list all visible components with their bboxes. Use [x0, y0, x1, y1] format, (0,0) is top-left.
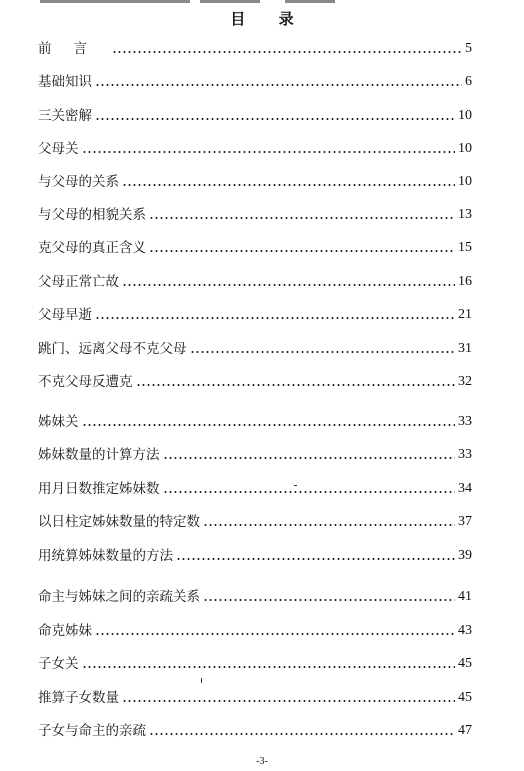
toc-entry-title: 基础知识 — [38, 74, 92, 90]
toc-entry-page: 34 — [458, 481, 472, 496]
toc-entry-title: 前言 — [38, 41, 109, 57]
toc-entry-page: 37 — [458, 514, 472, 529]
toc-entry — [38, 622, 472, 640]
toc-entry — [38, 513, 472, 531]
dot-leader — [203, 523, 455, 527]
toc-entry-title: 跳门、远离父母不克父母 — [38, 341, 187, 357]
toc-entry-page: 10 — [458, 141, 472, 156]
toc-entry-title: 克父母的真正含义 — [38, 240, 146, 256]
toc-entry — [38, 239, 472, 257]
toc-entry-title: 命主与姊妹之间的亲疏关系 — [38, 589, 200, 605]
toc-entry-page: 39 — [458, 548, 472, 563]
toc-entry — [38, 140, 472, 158]
toc-entry — [38, 206, 472, 224]
toc-entry-title: 姊妹关 — [38, 414, 79, 430]
toc-entry — [38, 722, 472, 740]
toc-entry-title: 子女与命主的亲疏 — [38, 723, 146, 739]
toc-entry-page: 15 — [458, 240, 472, 255]
dot-leader — [203, 598, 455, 602]
toc-entry-title: 命克姊妹 — [38, 623, 92, 639]
dot-leader — [122, 183, 455, 187]
dot-leader — [82, 423, 456, 427]
dot-leader — [95, 117, 455, 121]
toc-entry — [38, 588, 472, 606]
toc-entry-title: 父母正常亡故 — [38, 274, 119, 290]
toc-entry — [38, 273, 472, 291]
toc-entry — [38, 655, 472, 673]
dot-leader — [176, 557, 455, 561]
dot-leader — [122, 283, 455, 287]
toc-title: 目 录 — [230, 10, 308, 28]
toc-entry — [38, 306, 472, 324]
dot-leader — [190, 350, 456, 354]
toc-entry-title: 与父母的关系 — [38, 174, 119, 190]
toc-entry — [38, 689, 472, 707]
toc-entry — [38, 173, 472, 191]
toc-entry-page: 13 — [458, 207, 472, 222]
scan-top-edge — [0, 0, 524, 6]
dot-leader — [149, 732, 455, 736]
toc-entry-page: 10 — [458, 174, 472, 189]
toc-entry — [38, 340, 472, 358]
dot-leader — [122, 699, 455, 703]
toc-entry-page: 32 — [458, 374, 472, 389]
dot-leader — [95, 83, 462, 87]
toc-entry-title: 用统算姊妹数量的方法 — [38, 548, 173, 564]
toc-entry — [38, 40, 472, 58]
toc-entry — [38, 547, 472, 565]
dot-leader — [95, 316, 455, 320]
toc-entry-page: 21 — [458, 307, 472, 322]
scan-speck — [294, 485, 297, 486]
toc-entry-title: 不克父母反遭克 — [38, 374, 133, 390]
toc-entry-page: 33 — [458, 414, 472, 429]
dot-leader — [82, 665, 456, 669]
toc-entry-page: 43 — [458, 623, 472, 638]
dot-leader — [149, 216, 455, 220]
page-number: -3- — [256, 756, 268, 767]
toc-entry-page: 16 — [458, 274, 472, 289]
toc-entry-title: 以日柱定姊妹数量的特定数 — [38, 514, 200, 530]
toc-entry — [38, 413, 472, 431]
toc-entry-page: 45 — [458, 656, 472, 671]
toc-entry-title: 推算子女数量 — [38, 690, 119, 706]
toc-entry-page: 45 — [458, 690, 472, 705]
dot-leader — [163, 490, 456, 494]
toc-entry — [38, 480, 472, 498]
toc-entry-page: 33 — [458, 447, 472, 462]
dot-leader — [82, 150, 456, 154]
toc-entry-page: 47 — [458, 723, 472, 738]
toc-entry-title: 与父母的相貌关系 — [38, 207, 146, 223]
toc-entry — [38, 373, 472, 391]
toc-entry — [38, 73, 472, 91]
toc-entry-page: 10 — [458, 108, 472, 123]
dot-leader — [112, 50, 462, 54]
toc-entry-title: 用月日数推定姊妹数 — [38, 481, 160, 497]
toc-entry — [38, 446, 472, 464]
toc-entry-title: 父母早逝 — [38, 307, 92, 323]
dot-leader — [163, 456, 456, 460]
toc-entry-title: 三关密解 — [38, 108, 92, 124]
toc-entry-page: 5 — [465, 41, 472, 56]
toc-entry-page: 41 — [458, 589, 472, 604]
toc-entry — [38, 107, 472, 125]
toc-entry-page: 31 — [458, 341, 472, 356]
toc-entry-page: 6 — [465, 74, 472, 89]
dot-leader — [149, 249, 455, 253]
scan-speck — [201, 678, 202, 683]
toc-entry-title: 父母关 — [38, 141, 79, 157]
toc-entry-title: 姊妹数量的计算方法 — [38, 447, 160, 463]
dot-leader — [136, 383, 456, 387]
toc-entry-title: 子女关 — [38, 656, 79, 672]
dot-leader — [95, 632, 455, 636]
